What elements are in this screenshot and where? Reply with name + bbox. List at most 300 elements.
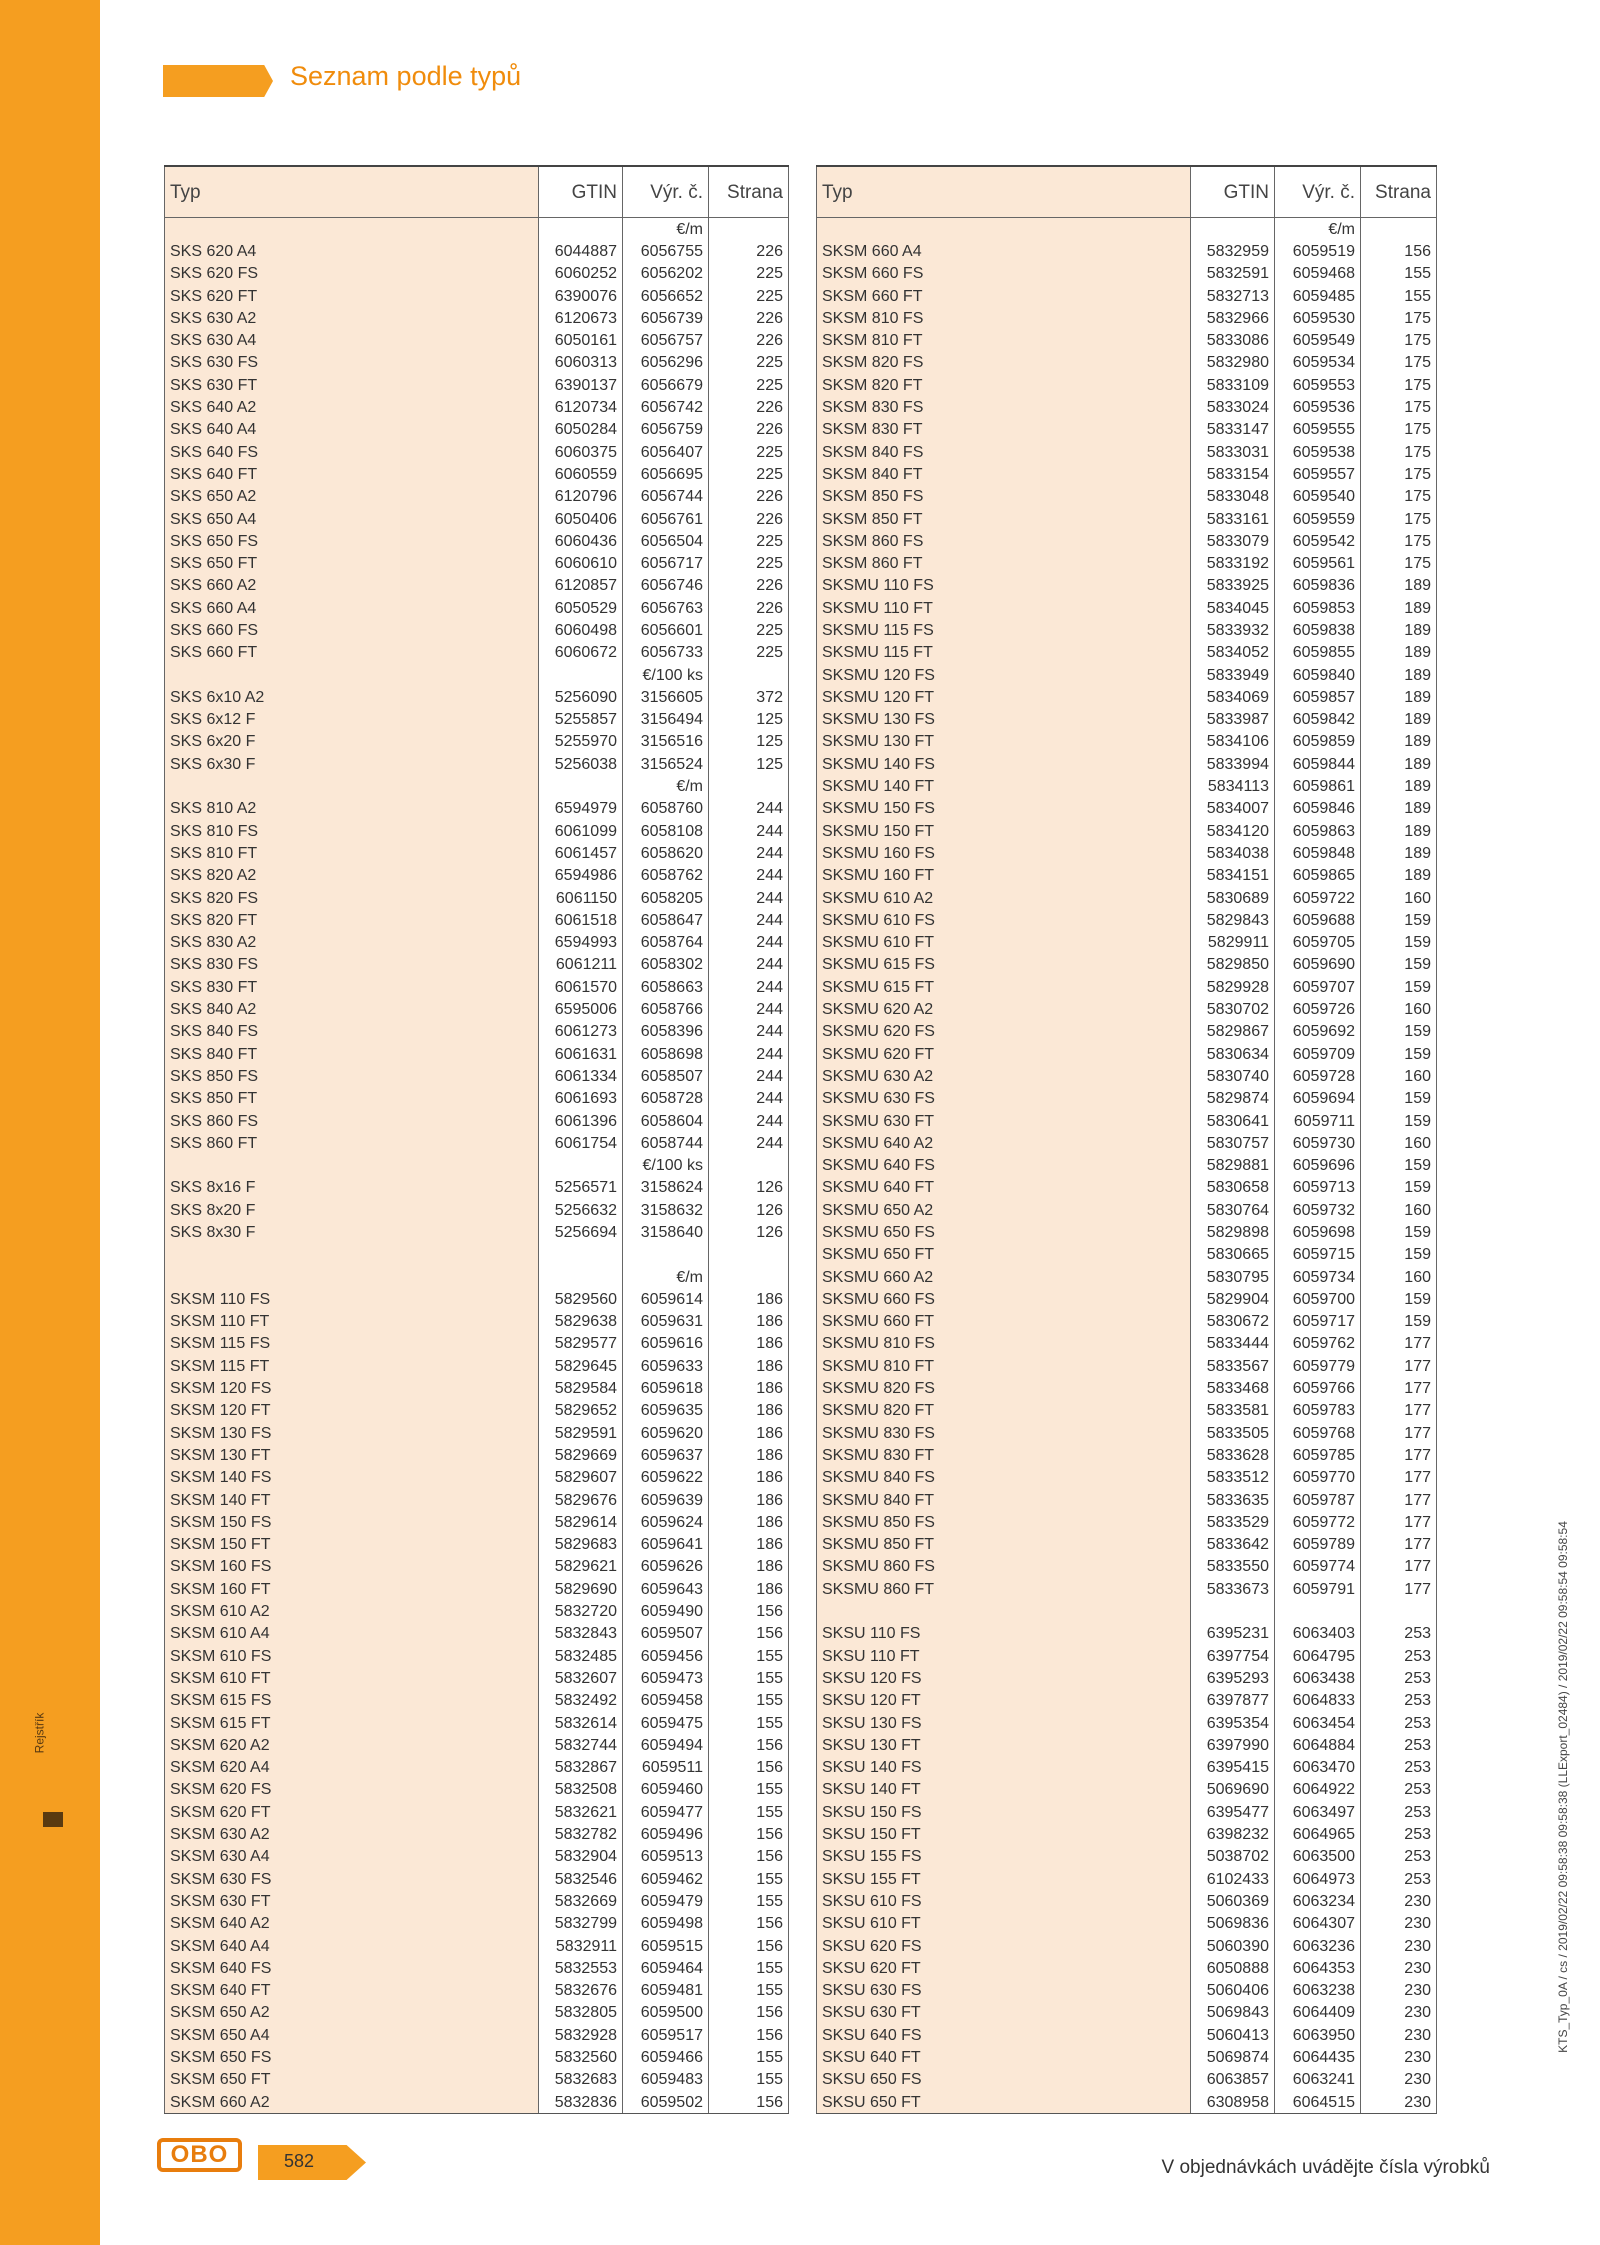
- table-row: [165, 1957, 789, 1979]
- cell-gtin: 5833031: [1191, 441, 1275, 463]
- cell-strana: 186: [709, 1556, 789, 1578]
- table-row: [165, 954, 789, 976]
- cell-gtin: 6594979: [539, 798, 623, 820]
- cell-vyr: 6058762: [640, 867, 703, 885]
- table-row: [817, 552, 1437, 574]
- cell-strana: 177: [1361, 1467, 1437, 1489]
- cell-gtin: 5829621: [539, 1556, 623, 1578]
- cell-vyr: 6063238: [1292, 1982, 1355, 2000]
- cell-gtin: 6120734: [539, 396, 623, 418]
- table-row: [165, 2091, 789, 2114]
- table-row: [165, 709, 789, 731]
- cell-strana: 244: [709, 909, 789, 931]
- cell-vyr: 6059637: [640, 1446, 703, 1464]
- cell-strana: 159: [1361, 976, 1437, 998]
- cell-strana: 177: [1361, 1422, 1437, 1444]
- cell-vyr: 6059622: [640, 1469, 703, 1487]
- table-row: [817, 374, 1437, 396]
- cell-vyr: 6059475: [640, 1714, 703, 1732]
- cell-typ: SKSU 640 FS: [817, 2024, 1191, 2046]
- cell-gtin: 5830665: [1191, 1244, 1275, 1266]
- cell-strana: 244: [709, 798, 789, 820]
- cell-vyr: 6059842: [1292, 711, 1355, 729]
- cell-typ: SKS 810 FT: [165, 842, 539, 864]
- cell-vyr: 6059517: [640, 2026, 703, 2044]
- cell-typ: SKS 660 A4: [165, 597, 539, 619]
- cell-strana: 189: [1361, 798, 1437, 820]
- cell-typ: SKSM 620 FT: [165, 1801, 539, 1823]
- cell-typ: SKSM 620 A4: [165, 1756, 539, 1778]
- cell-vyr: 6056763: [640, 599, 703, 617]
- column-header-vyr: Výr. č.: [623, 166, 709, 218]
- cell-typ: SKS 650 FS: [165, 530, 539, 552]
- cell-strana: 156: [709, 1935, 789, 1957]
- table-row: [817, 352, 1437, 374]
- table-row: [165, 1511, 789, 1533]
- cell-gtin: 5832959: [1191, 240, 1275, 262]
- cell-gtin: 5833086: [1191, 329, 1275, 351]
- cell-typ: SKSMU 615 FT: [817, 976, 1191, 998]
- cell-strana: 230: [1361, 1935, 1437, 1957]
- cell-vyr: 6059713: [1292, 1179, 1355, 1197]
- cell-strana: 186: [709, 1422, 789, 1444]
- table-row: [165, 1377, 789, 1399]
- cell-gtin: 5060390: [1191, 1935, 1275, 1957]
- cell-vyr: 6059631: [640, 1313, 703, 1331]
- table-row: [165, 419, 789, 441]
- product-table-right: [816, 165, 1437, 2114]
- cell-vyr: 6056407: [640, 443, 703, 461]
- cell-gtin: 5833628: [1191, 1444, 1275, 1466]
- cell-gtin: 5833468: [1191, 1377, 1275, 1399]
- cell-strana: 155: [709, 1690, 789, 1712]
- cell-strana: 225: [709, 374, 789, 396]
- cell-vyr: 6063950: [1292, 2026, 1355, 2044]
- table-row: [817, 1422, 1437, 1444]
- footer-note: V objednávkách uvádějte čísla výrobků: [1161, 2157, 1490, 2178]
- table-row: [165, 508, 789, 530]
- cell-vyr: 6056679: [640, 376, 703, 394]
- cell-gtin: 5829645: [539, 1355, 623, 1377]
- cell-typ: SKS 840 A2: [165, 998, 539, 1020]
- cell-vyr: 6063497: [1292, 1803, 1355, 1821]
- cell-vyr: 6056746: [640, 577, 703, 595]
- table-row: [817, 218, 1437, 241]
- table-row: [817, 1467, 1437, 1489]
- cell-gtin: 5833925: [1191, 575, 1275, 597]
- cell-typ: SKSMU 830 FT: [817, 1444, 1191, 1466]
- cell-strana: 244: [709, 887, 789, 909]
- cell-vyr: 6056296: [640, 354, 703, 372]
- cell-typ: [817, 1600, 1191, 1622]
- cell-typ: SKSU 110 FS: [817, 1623, 1191, 1645]
- cell-strana: 189: [1361, 597, 1437, 619]
- cell-gtin: [539, 664, 623, 686]
- cell-gtin: 5060406: [1191, 1979, 1275, 2001]
- cell-strana: 175: [1361, 352, 1437, 374]
- table-row: [817, 2024, 1437, 2046]
- table-row: [165, 1846, 789, 1868]
- cell-strana: 156: [709, 2002, 789, 2024]
- column-header-strana: Strana: [1361, 166, 1437, 218]
- cell-strana: 156: [709, 1913, 789, 1935]
- table-row: [817, 731, 1437, 753]
- cell-strana: 125: [709, 731, 789, 753]
- cell-strana: 244: [709, 1021, 789, 1043]
- table-row: [817, 1065, 1437, 1087]
- cell-strana: 189: [1361, 865, 1437, 887]
- cell-typ: SKSU 130 FS: [817, 1712, 1191, 1734]
- cell-vyr: 6059553: [1292, 376, 1355, 394]
- cell-gtin: 6050406: [539, 508, 623, 530]
- cell-vyr: 6056717: [640, 555, 703, 573]
- table-row: [817, 1377, 1437, 1399]
- cell-vyr: 6059779: [1292, 1357, 1355, 1375]
- cell-gtin: 5829614: [539, 1511, 623, 1533]
- cell-gtin: 6060375: [539, 441, 623, 463]
- cell-vyr: 6059513: [640, 1848, 703, 1866]
- column-header-strana: Strana: [709, 166, 789, 218]
- cell-typ: SKSM 860 FT: [817, 552, 1191, 574]
- table-row: [817, 1110, 1437, 1132]
- cell-gtin: 5834045: [1191, 597, 1275, 619]
- cell-gtin: 5832621: [539, 1801, 623, 1823]
- cell-strana: 175: [1361, 486, 1437, 508]
- cell-vyr: 6059466: [640, 2048, 703, 2066]
- cell-strana: 155: [1361, 263, 1437, 285]
- cell-gtin: 5834007: [1191, 798, 1275, 820]
- cell-vyr: 6059783: [1292, 1402, 1355, 1420]
- cell-strana: 156: [709, 1600, 789, 1622]
- table-row: [165, 909, 789, 931]
- cell-vyr: 3158624: [640, 1179, 703, 1197]
- cell-vyr: 6059538: [1292, 443, 1355, 461]
- cell-typ: SKS 630 A4: [165, 329, 539, 351]
- cell-typ: SKSM 160 FT: [165, 1578, 539, 1600]
- cell-typ: [165, 1244, 539, 1266]
- cell-typ: SKSM 110 FT: [165, 1311, 539, 1333]
- cell-gtin: 5830764: [1191, 1199, 1275, 1221]
- cell-strana: 177: [1361, 1444, 1437, 1466]
- cell-typ: SKSU 110 FT: [817, 1645, 1191, 1667]
- table-row: [165, 1935, 789, 1957]
- cell-typ: SKSMU 650 FT: [817, 1244, 1191, 1266]
- cell-typ: SKSMU 140 FS: [817, 753, 1191, 775]
- cell-gtin: 5833161: [1191, 508, 1275, 530]
- cell-gtin: 6308958: [1191, 2091, 1275, 2114]
- cell-vyr: 6059846: [1292, 800, 1355, 818]
- cell-vyr: 6059530: [1292, 309, 1355, 327]
- cell-typ: SKSMU 610 A2: [817, 887, 1191, 909]
- cell-gtin: 6397754: [1191, 1645, 1275, 1667]
- cell-strana: 175: [1361, 463, 1437, 485]
- cell-gtin: [539, 1154, 623, 1176]
- cell-gtin: 5832553: [539, 1957, 623, 1979]
- cell-typ: SKSU 150 FT: [817, 1823, 1191, 1845]
- cell-vyr: 6064353: [1292, 1959, 1355, 1977]
- cell-gtin: [1191, 1600, 1275, 1622]
- cell-gtin: 5833581: [1191, 1400, 1275, 1422]
- cell-strana: 253: [1361, 1667, 1437, 1689]
- table-row: [165, 1489, 789, 1511]
- cell-strana: 175: [1361, 396, 1437, 418]
- cell-gtin: 6061150: [539, 887, 623, 909]
- table-row: [817, 2091, 1437, 2114]
- cell-gtin: 5829874: [1191, 1088, 1275, 1110]
- cell-strana: 155: [709, 1645, 789, 1667]
- cell-strana: 126: [709, 1221, 789, 1243]
- cell-strana: 155: [709, 1801, 789, 1823]
- table-row: [165, 932, 789, 954]
- table-header-row: [817, 166, 1437, 218]
- cell-gtin: 5069836: [1191, 1913, 1275, 1935]
- cell-gtin: 5829690: [539, 1578, 623, 1600]
- table-row: [165, 263, 789, 285]
- cell-gtin: 5832782: [539, 1823, 623, 1845]
- cell-typ: SKS 840 FS: [165, 1021, 539, 1043]
- cell-typ: SKS 820 FT: [165, 909, 539, 931]
- table-row: [817, 575, 1437, 597]
- cell-vyr: €/m: [676, 220, 703, 238]
- cell-typ: SKS 8x20 F: [165, 1199, 539, 1221]
- cell-gtin: 5833192: [1191, 552, 1275, 574]
- table-row: [165, 1355, 789, 1377]
- table-row: [165, 664, 789, 686]
- cell-gtin: 5832744: [539, 1734, 623, 1756]
- cell-typ: SKS 660 FT: [165, 642, 539, 664]
- cell-vyr: 6059766: [1292, 1380, 1355, 1398]
- cell-gtin: 5832720: [539, 1600, 623, 1622]
- cell-gtin: 5829584: [539, 1377, 623, 1399]
- table-row: [165, 441, 789, 463]
- cell-typ: SKS 810 FS: [165, 820, 539, 842]
- cell-typ: SKSMU 810 FT: [817, 1355, 1191, 1377]
- cell-typ: SKSMU 115 FS: [817, 619, 1191, 641]
- table-row: [817, 1600, 1437, 1622]
- cell-typ: SKS 8x16 F: [165, 1177, 539, 1199]
- cell-vyr: 6059477: [640, 1803, 703, 1821]
- table-row: [817, 1132, 1437, 1154]
- cell-typ: SKSMU 140 FT: [817, 775, 1191, 797]
- cell-gtin: 6102433: [1191, 1868, 1275, 1890]
- cell-vyr: 6059641: [640, 1536, 703, 1554]
- table-row: [817, 1400, 1437, 1422]
- cell-strana: 244: [709, 1043, 789, 1065]
- table-row: [165, 1979, 789, 2001]
- cell-strana: 186: [709, 1511, 789, 1533]
- cell-strana: 155: [709, 1957, 789, 1979]
- cell-gtin: 6060559: [539, 463, 623, 485]
- table-row: [817, 1623, 1437, 1645]
- cell-gtin: 5256038: [539, 753, 623, 775]
- cell-strana: [709, 1154, 789, 1176]
- cell-vyr: 6059692: [1292, 1023, 1355, 1041]
- cell-typ: SKS 830 FT: [165, 976, 539, 998]
- cell-strana: 244: [709, 1110, 789, 1132]
- cell-gtin: 6061273: [539, 1021, 623, 1043]
- cell-strana: 244: [709, 932, 789, 954]
- cell-typ: SKSMU 610 FT: [817, 932, 1191, 954]
- cell-typ: SKSM 830 FT: [817, 419, 1191, 441]
- cell-strana: 177: [1361, 1333, 1437, 1355]
- cell-gtin: 6060252: [539, 263, 623, 285]
- cell-vyr: 6059694: [1292, 1090, 1355, 1108]
- cell-strana: 230: [1361, 2069, 1437, 2091]
- cell-typ: SKS 860 FT: [165, 1132, 539, 1154]
- cell-typ: SKSMU 110 FS: [817, 575, 1191, 597]
- cell-typ: SKS 640 A4: [165, 419, 539, 441]
- table-row: [817, 753, 1437, 775]
- cell-strana: 225: [709, 463, 789, 485]
- cell-vyr: 6059840: [1292, 666, 1355, 684]
- cell-typ: SKSM 820 FT: [817, 374, 1191, 396]
- table-row: [817, 1333, 1437, 1355]
- cell-typ: SKSMU 810 FS: [817, 1333, 1191, 1355]
- cell-typ: SKSM 630 FS: [165, 1868, 539, 1890]
- cell-typ: SKS 840 FT: [165, 1043, 539, 1065]
- cell-vyr: 6058604: [640, 1112, 703, 1130]
- cell-vyr: 6058302: [640, 956, 703, 974]
- cell-typ: SKSMU 840 FT: [817, 1489, 1191, 1511]
- cell-typ: SKSM 130 FT: [165, 1444, 539, 1466]
- cell-strana: 160: [1361, 1132, 1437, 1154]
- page-number: 582: [284, 2151, 315, 2171]
- cell-typ: SKSMU 630 FT: [817, 1110, 1191, 1132]
- table-row: [165, 1311, 789, 1333]
- cell-strana: 244: [709, 976, 789, 998]
- cell-typ: SKSMU 620 A2: [817, 998, 1191, 1020]
- table-row: [165, 1110, 789, 1132]
- cell-typ: SKSM 620 A2: [165, 1734, 539, 1756]
- table-row: [817, 686, 1437, 708]
- cell-vyr: 6059490: [640, 1603, 703, 1621]
- cell-gtin: 5832799: [539, 1913, 623, 1935]
- cell-typ: SKS 6x12 F: [165, 709, 539, 731]
- cell-typ: SKSU 140 FT: [817, 1779, 1191, 1801]
- table-row: [817, 1734, 1437, 1756]
- cell-gtin: 5833987: [1191, 709, 1275, 731]
- cell-vyr: 6059481: [640, 1982, 703, 2000]
- cell-vyr: 6056601: [640, 621, 703, 639]
- cell-gtin: 5832867: [539, 1756, 623, 1778]
- table-row: [817, 998, 1437, 1020]
- column-header-typ: Typ: [165, 166, 539, 218]
- cell-gtin: 5833048: [1191, 486, 1275, 508]
- table-row: [165, 731, 789, 753]
- cell-gtin: 6061457: [539, 842, 623, 864]
- cell-gtin: 5830795: [1191, 1266, 1275, 1288]
- cell-strana: 189: [1361, 686, 1437, 708]
- table-row: [165, 307, 789, 329]
- cell-gtin: 5832546: [539, 1868, 623, 1890]
- table-row: [817, 1690, 1437, 1712]
- cell-typ: SKSMU 110 FT: [817, 597, 1191, 619]
- table-row: [817, 419, 1437, 441]
- table-row: [165, 1712, 789, 1734]
- cell-typ: SKSM 120 FT: [165, 1400, 539, 1422]
- cell-strana: 244: [709, 865, 789, 887]
- cell-strana: 160: [1361, 998, 1437, 1020]
- cell-strana: 230: [1361, 2024, 1437, 2046]
- cell-vyr: 6059485: [1292, 287, 1355, 305]
- cell-strana: 226: [709, 396, 789, 418]
- cell-typ: SKSMU 850 FT: [817, 1534, 1191, 1556]
- cell-strana: 177: [1361, 1400, 1437, 1422]
- cell-strana: 253: [1361, 1690, 1437, 1712]
- book-marker-icon: [43, 1812, 63, 1827]
- cell-strana: 244: [709, 1088, 789, 1110]
- cell-typ: [165, 775, 539, 797]
- cell-typ: SKSM 660 A4: [817, 240, 1191, 262]
- cell-vyr: 6059483: [640, 2071, 703, 2089]
- cell-gtin: 6063857: [1191, 2069, 1275, 2091]
- cell-strana: 189: [1361, 664, 1437, 686]
- cell-typ: SKSMU 610 FS: [817, 909, 1191, 931]
- cell-typ: SKSM 640 A4: [165, 1935, 539, 1957]
- cell-vyr: 6058620: [640, 844, 703, 862]
- cell-strana: 189: [1361, 642, 1437, 664]
- cell-vyr: 6064973: [1292, 1870, 1355, 1888]
- cell-vyr: 6063454: [1292, 1714, 1355, 1732]
- cell-gtin: 6050161: [539, 329, 623, 351]
- table-row: [165, 1400, 789, 1422]
- cell-vyr: 6059561: [1292, 555, 1355, 573]
- cell-strana: 160: [1361, 1266, 1437, 1288]
- cell-strana: 126: [709, 1177, 789, 1199]
- table-row: [165, 1756, 789, 1778]
- cell-typ: SKSM 640 FT: [165, 1979, 539, 2001]
- cell-vyr: 6059707: [1292, 978, 1355, 996]
- table-row: [817, 798, 1437, 820]
- cell-typ: SKSMU 650 FS: [817, 1221, 1191, 1243]
- cell-vyr: 6059732: [1292, 1201, 1355, 1219]
- cell-vyr: 6059536: [1292, 399, 1355, 417]
- cell-strana: 189: [1361, 619, 1437, 641]
- cell-strana: 186: [709, 1534, 789, 1556]
- cell-vyr: [1275, 1600, 1361, 1622]
- table-row: [817, 1823, 1437, 1845]
- cell-gtin: 5829911: [1191, 932, 1275, 954]
- table-row: [165, 1890, 789, 1912]
- cell-strana: 155: [709, 2046, 789, 2068]
- table-row: [817, 396, 1437, 418]
- table-row: [817, 1511, 1437, 1533]
- cell-strana: 177: [1361, 1489, 1437, 1511]
- cell-vyr: 6064922: [1292, 1781, 1355, 1799]
- cell-gtin: 5833567: [1191, 1355, 1275, 1377]
- cell-gtin: 5832607: [539, 1667, 623, 1689]
- cell-typ: SKS 850 FS: [165, 1065, 539, 1087]
- cell-strana: 156: [1361, 240, 1437, 262]
- cell-vyr: 6059534: [1292, 354, 1355, 372]
- cell-gtin: 6061570: [539, 976, 623, 998]
- cell-typ: SKSMU 660 FT: [817, 1311, 1191, 1333]
- table-row: [817, 307, 1437, 329]
- table-row: [165, 1221, 789, 1243]
- cell-strana: 225: [709, 642, 789, 664]
- cell-strana: 175: [1361, 329, 1437, 351]
- table-row: [817, 865, 1437, 887]
- cell-gtin: 6060436: [539, 530, 623, 552]
- cell-gtin: 5832669: [539, 1890, 623, 1912]
- cell-typ: SKSU 130 FT: [817, 1734, 1191, 1756]
- cell-gtin: 5832836: [539, 2091, 623, 2114]
- cell-strana: 177: [1361, 1377, 1437, 1399]
- cell-vyr: €/m: [1328, 220, 1355, 238]
- cell-strana: 372: [709, 686, 789, 708]
- cell-gtin: 6060672: [539, 642, 623, 664]
- cell-gtin: 5833673: [1191, 1578, 1275, 1600]
